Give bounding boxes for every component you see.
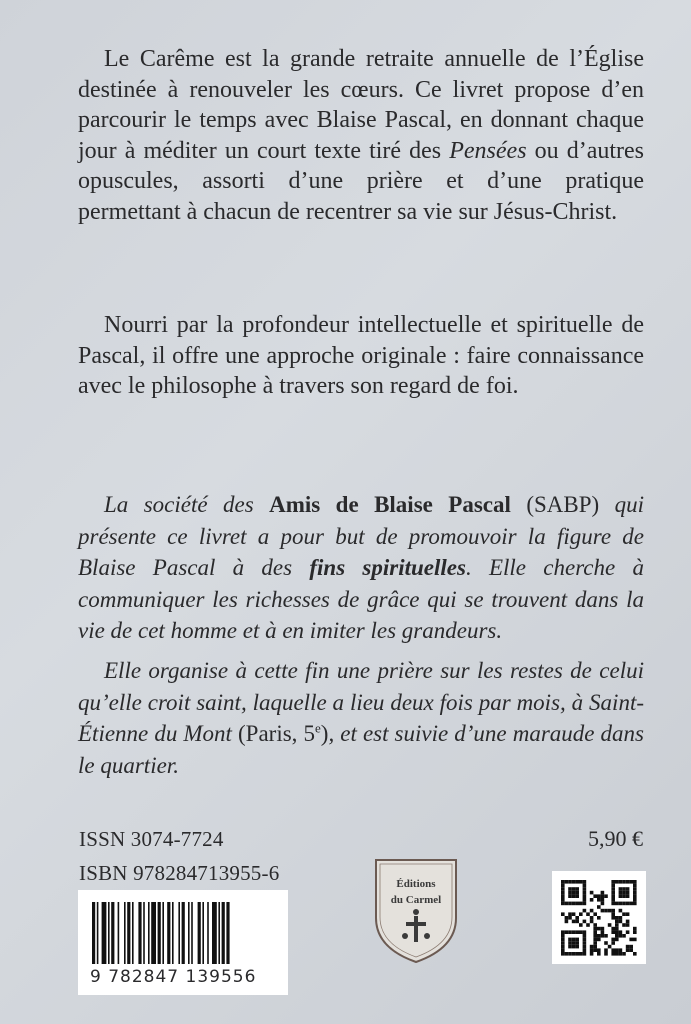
qr-module (629, 938, 633, 942)
barcode-bar (207, 902, 209, 964)
qr-module (626, 887, 630, 891)
qr-module (633, 930, 637, 934)
qr-module (579, 902, 583, 906)
qr-module (568, 887, 572, 891)
qr-module (579, 912, 583, 916)
qr-module (586, 912, 590, 916)
qr-module (604, 941, 608, 945)
qr-module (561, 938, 565, 942)
qr-module (568, 930, 572, 934)
p1-text: Le Carême est la grande retraite annuelle de l’Église destinée à renouveler les cœurs. Ce livret propose d’en parcourir le temps avec Blaise Pascal, en donnant chaque jour à méditer un court texte tiré des (78, 46, 644, 164)
qr-module (626, 920, 630, 924)
qr-module (575, 941, 579, 945)
p3-text-1: La société des (104, 492, 270, 517)
qr-module (633, 891, 637, 895)
qr-module (575, 952, 579, 956)
qr-module (593, 930, 597, 934)
qr-module (622, 891, 626, 895)
association-paragraph-1 (78, 489, 644, 647)
qr-module (583, 938, 587, 942)
barcode-bar (167, 902, 170, 964)
p4-paren: (Paris, 5 (238, 721, 315, 746)
qr-module (593, 934, 597, 938)
qr-module (593, 894, 597, 898)
qr-module (619, 920, 623, 924)
qr-module (572, 891, 576, 895)
qr-module (572, 952, 576, 956)
qr-module (626, 880, 630, 884)
qr-module (633, 884, 637, 888)
barcode-bar (188, 902, 190, 964)
barcode-bar (148, 902, 150, 964)
qr-module (615, 934, 619, 938)
p1-text-end: ou d’autres opuscules, assorti d’une prière et d’une pratique permettant à chacun de recentrer sa vie sur Jésus-Christ. (78, 137, 644, 225)
qr-module (593, 948, 597, 952)
qr-module (626, 902, 630, 906)
qr-module (568, 938, 572, 942)
qr-module (575, 894, 579, 898)
publisher-logo (372, 856, 460, 966)
qr-module (601, 927, 605, 931)
qr-module (608, 923, 612, 927)
qr-module (619, 887, 623, 891)
qr-module (619, 880, 623, 884)
association-paragraph-2 (78, 655, 644, 781)
qr-module (611, 927, 615, 931)
barcode-bar (162, 902, 164, 964)
qr-module (583, 891, 587, 895)
qr-module (597, 916, 601, 920)
barcode (78, 890, 288, 995)
qr-module (611, 948, 615, 952)
qr-module (579, 930, 583, 934)
qr-module (633, 927, 637, 931)
qr-module (579, 923, 583, 927)
qr-module (626, 948, 630, 952)
qr-module (633, 952, 637, 956)
barcode-bar (212, 902, 217, 964)
publisher-line-2: du Carmel (390, 894, 442, 906)
qr-module (597, 952, 601, 956)
barcode-bar (172, 902, 174, 964)
barcode-bar (118, 902, 120, 964)
qr-module (597, 905, 601, 909)
qr-module (601, 891, 605, 895)
qr-module (615, 938, 619, 942)
qr-module (611, 902, 615, 906)
qr-module (615, 930, 619, 934)
qr-module (590, 920, 594, 924)
p2-text: Nourri par la profondeur intellectuelle et spirituelle de Pascal, il offre une approche originale : faire connaissance avec le philosophe à travers son regard de foi. (78, 312, 644, 399)
qr-module (572, 887, 576, 891)
publisher-line-1: Éditions (396, 878, 436, 890)
qr-module (619, 930, 623, 934)
qr-module (619, 952, 623, 956)
qr-module (583, 930, 587, 934)
qr-module (575, 891, 579, 895)
qr-module (629, 902, 633, 906)
spiritual-purpose: fins spirituelles (309, 555, 466, 580)
qr-module (583, 894, 587, 898)
carmel-cross-shield-icon (372, 856, 460, 966)
qr-module (590, 916, 594, 920)
qr-module (561, 952, 565, 956)
qr-module (611, 887, 615, 891)
qr-module (597, 927, 601, 931)
qr-module (615, 923, 619, 927)
qr-module (568, 952, 572, 956)
qr-module (590, 891, 594, 895)
qr-module (575, 945, 579, 949)
qr-module (561, 948, 565, 952)
barcode-bar (151, 902, 156, 964)
qr-module (572, 945, 576, 949)
qr-module (633, 902, 637, 906)
barcode-bar (132, 902, 134, 964)
qr-module (619, 948, 623, 952)
qr-module (568, 941, 572, 945)
qr-module (590, 952, 594, 956)
qr-module (575, 916, 579, 920)
qr-module (583, 920, 587, 924)
qr-module (565, 902, 569, 906)
qr-module (590, 948, 594, 952)
qr-module (561, 941, 565, 945)
qr-module (633, 887, 637, 891)
qr-module (633, 898, 637, 902)
qr-module (626, 923, 630, 927)
association-name: Amis de Blaise Pascal (269, 492, 511, 517)
barcode-digits: 9 782847 139556 (90, 967, 257, 987)
qr-module (626, 894, 630, 898)
qr-module (611, 898, 615, 902)
qr-module (622, 902, 626, 906)
isbn: ISBN 978284713955-6 (79, 861, 280, 885)
issn: ISSN 3074-7724 (79, 827, 224, 851)
qr-module (593, 938, 597, 942)
qr-module (572, 941, 576, 945)
qr-module (583, 898, 587, 902)
barcode-bar (178, 902, 180, 964)
qr-code-icon (552, 871, 646, 964)
qr-module (597, 948, 601, 952)
qr-module (561, 884, 565, 888)
qr-module (615, 920, 619, 924)
qr-module (572, 930, 576, 934)
qr-module (597, 938, 601, 942)
qr-module (626, 912, 630, 916)
qr-module (583, 880, 587, 884)
qr-module (583, 952, 587, 956)
qr-module (565, 880, 569, 884)
qr-module (561, 898, 565, 902)
qr-module (601, 894, 605, 898)
qr-code (552, 871, 646, 964)
qr-module (568, 945, 572, 949)
barcode-bar (182, 902, 185, 964)
qr-module (601, 909, 605, 913)
qr-module (565, 930, 569, 934)
qr-module (561, 887, 565, 891)
qr-module (622, 887, 626, 891)
barcode-bar (97, 902, 99, 964)
qr-module (619, 902, 623, 906)
p4-text-1: Elle organise à cette fin une prière sur les restes de celui qu’elle croit saint, laquelle a lieu deux fois par mois, à Saint-Étienne du Mont (78, 658, 644, 746)
qr-module (572, 880, 576, 884)
qr-module (615, 952, 619, 956)
qr-module (615, 902, 619, 906)
barcode-bar (92, 902, 95, 964)
pensees-title: Pensées (449, 137, 527, 164)
qr-module (568, 902, 572, 906)
qr-module (583, 909, 587, 913)
qr-module (633, 880, 637, 884)
qr-module (590, 909, 594, 913)
qr-module (572, 912, 576, 916)
qr-module (586, 923, 590, 927)
qr-module (579, 952, 583, 956)
qr-module (575, 887, 579, 891)
barcode-bar (222, 902, 225, 964)
association-acronym: (SABP) (510, 492, 600, 517)
barcode-bar (202, 902, 204, 964)
qr-module (619, 891, 623, 895)
qr-module (626, 945, 630, 949)
price: 5,90 € (588, 826, 643, 851)
qr-module (593, 927, 597, 931)
qr-module (579, 880, 583, 884)
qr-module (583, 948, 587, 952)
qr-module (622, 912, 626, 916)
p3-text-4: . Elle cherche à communiquer les richesses de grâce qui se trouvent dans la vie de cet homme et à en imiter les grandeurs. (78, 555, 644, 643)
barcode-bar (124, 902, 126, 964)
qr-module (601, 898, 605, 902)
qr-module (629, 945, 633, 949)
qr-module (619, 909, 623, 913)
qr-module (565, 952, 569, 956)
qr-module (561, 912, 565, 916)
qr-module (604, 894, 608, 898)
qr-module (575, 920, 579, 924)
qr-module (575, 938, 579, 942)
qr-module (622, 894, 626, 898)
qr-module (575, 930, 579, 934)
qr-module (568, 912, 572, 916)
qr-module (601, 902, 605, 906)
qr-module (629, 948, 633, 952)
qr-module (561, 934, 565, 938)
qr-module (593, 945, 597, 949)
qr-module (583, 941, 587, 945)
qr-module (619, 894, 623, 898)
qr-module (604, 948, 608, 952)
qr-module (611, 880, 615, 884)
p4-paren-end: ) (320, 721, 329, 746)
qr-module (633, 894, 637, 898)
qr-module (565, 920, 569, 924)
qr-module (561, 880, 565, 884)
qr-module (561, 902, 565, 906)
qr-module (626, 891, 630, 895)
qr-module (611, 941, 615, 945)
barcode-bar (218, 902, 220, 964)
qr-module (593, 912, 597, 916)
qr-module (611, 884, 615, 888)
qr-module (626, 930, 630, 934)
barcode-bar (138, 902, 141, 964)
qr-module (565, 916, 569, 920)
qr-module (561, 894, 565, 898)
barcode-bar (158, 902, 161, 964)
barcode-bar (127, 902, 130, 964)
qr-module (611, 930, 615, 934)
qr-module (633, 938, 637, 942)
qr-module (597, 894, 601, 898)
qr-module (561, 945, 565, 949)
qr-module (575, 880, 579, 884)
qr-module (568, 894, 572, 898)
qr-module (583, 887, 587, 891)
barcode-bar (198, 902, 201, 964)
qr-module (568, 916, 572, 920)
description-paragraph-1 (78, 44, 644, 227)
qr-module (590, 898, 594, 902)
qr-module (583, 945, 587, 949)
description-paragraph-2 (78, 310, 644, 402)
qr-module (572, 902, 576, 906)
barcode-bar (111, 902, 114, 964)
qr-module (572, 894, 576, 898)
qr-module (611, 891, 615, 895)
barcode-bar (191, 902, 193, 964)
qr-module (615, 880, 619, 884)
qr-module (622, 923, 626, 927)
qr-module (561, 930, 565, 934)
p4-sup: e (315, 720, 321, 736)
qr-module (568, 891, 572, 895)
qr-module (615, 916, 619, 920)
qr-module (597, 934, 601, 938)
qr-module (604, 934, 608, 938)
qr-module (568, 880, 572, 884)
qr-module (615, 948, 619, 952)
qr-module (611, 952, 615, 956)
barcode-bar (143, 902, 145, 964)
qr-module (561, 891, 565, 895)
qr-module (611, 909, 615, 913)
qr-module (611, 894, 615, 898)
qr-module (575, 902, 579, 906)
qr-module (608, 909, 612, 913)
qr-module (622, 880, 626, 884)
qr-module (622, 934, 626, 938)
qr-module (583, 902, 587, 906)
qr-module (593, 923, 597, 927)
qr-module (601, 934, 605, 938)
qr-module (572, 938, 576, 942)
qr-module (608, 945, 612, 949)
qr-module (593, 941, 597, 945)
qr-module (622, 952, 626, 956)
qr-module (590, 945, 594, 949)
qr-module (615, 927, 619, 931)
qr-module (604, 952, 608, 956)
qr-module (572, 920, 576, 924)
barcode-bar (102, 902, 107, 964)
qr-module (583, 934, 587, 938)
qr-module (629, 880, 633, 884)
barcode-bar (108, 902, 110, 964)
qr-module (583, 884, 587, 888)
qr-module (611, 912, 615, 916)
qr-module (597, 898, 601, 902)
qr-module (604, 909, 608, 913)
p4-text-2: , et est suivie d’une maraude dans le quartier. (78, 721, 644, 778)
qr-module (601, 930, 605, 934)
barcode-bar (226, 902, 229, 964)
qr-module (611, 916, 615, 920)
qr-module (619, 934, 623, 938)
p3-text-3: qui présente ce livret a pour but de promouvoir la figure de Blaise Pascal à des (78, 492, 645, 580)
qr-module (611, 938, 615, 942)
qr-module (619, 916, 623, 920)
